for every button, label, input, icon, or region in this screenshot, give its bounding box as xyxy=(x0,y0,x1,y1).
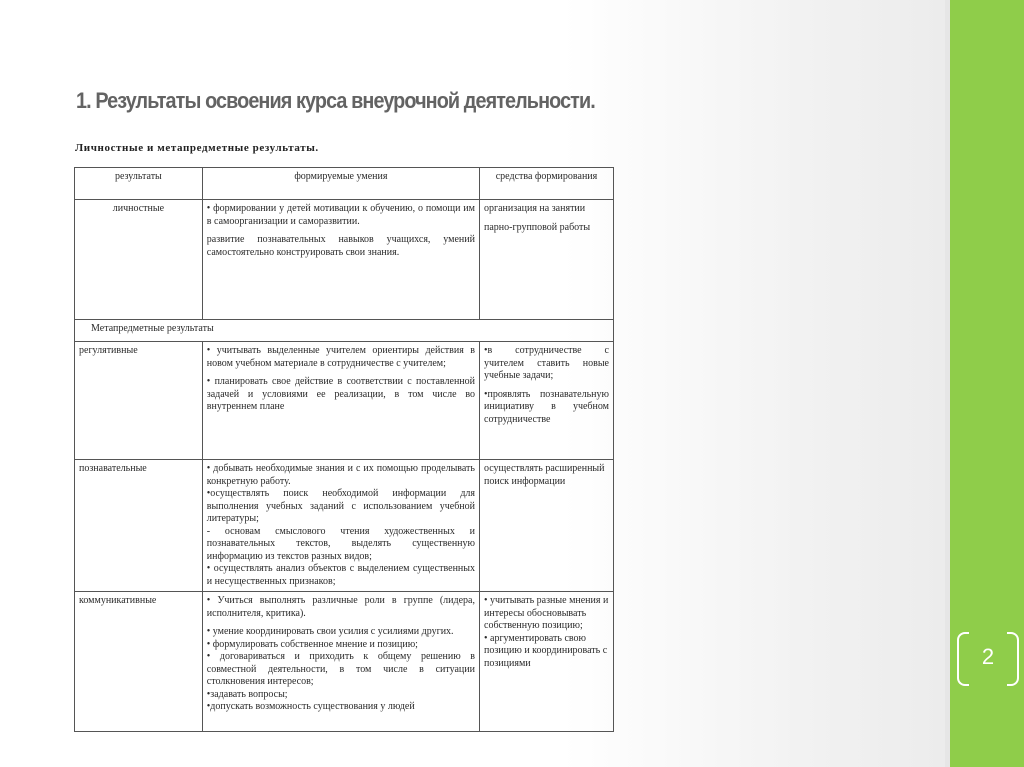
table-row-regulatory xyxy=(75,342,614,460)
results-table xyxy=(74,167,609,718)
skill-item: •допускать возможность существования у людей xyxy=(206,701,415,712)
means-item: •проявлять познавательную инициативу в учебном сотрудничестве xyxy=(484,388,609,425)
skill-item: • планировать свое действие в соответствии с поставленной задачей и условиями ее реализации, в том числе во внутреннем плане xyxy=(206,376,475,412)
table-row-communicative xyxy=(75,592,614,732)
page-number: 2 xyxy=(981,644,995,669)
table-row-personal xyxy=(75,200,614,320)
means-item: • учитывать разные мнения и интересы обосновывать собственную позицию; xyxy=(484,595,609,631)
means-item: осуществлять расширенный поиск информации xyxy=(484,463,605,487)
skill-item: - основам смыслового чтения художественных и познавательных текстов, выделять существенную информацию из текстов разных видов; xyxy=(206,525,475,562)
row-label: регулятивные xyxy=(75,342,203,460)
header-means: средства формирования xyxy=(480,168,614,200)
means-item: • аргументировать свою позицию и координировать с позициями xyxy=(484,632,608,669)
section-row xyxy=(75,320,614,342)
row-label: личностные xyxy=(75,200,203,320)
skill-item: • формулировать собственное мнение и позицию; xyxy=(206,638,418,650)
skill-item: • Учиться выполнять различные роли в группе (лидера, исполнителя, критика). xyxy=(206,595,475,619)
means-item: организация на занятии xyxy=(484,203,586,214)
skill-item: • умение координировать свои усилия с усилиями других. xyxy=(206,626,454,637)
skills-cell xyxy=(202,592,479,732)
means-item: парно-групповой работы xyxy=(484,221,591,233)
skills-cell xyxy=(202,460,479,592)
section-label: Метапредметные результаты xyxy=(75,320,614,342)
means-cell xyxy=(480,342,614,460)
means-cell xyxy=(480,200,614,320)
header-results: результаты xyxy=(75,168,203,200)
skill-item: •задавать вопросы; xyxy=(206,688,288,700)
table-caption: Личностные и метапредметные результаты. xyxy=(75,142,319,154)
skills-cell xyxy=(202,200,479,320)
skill-item: • учитывать выделенные учителем ориентиры действия в новом учебном материале в сотрудничестве с учителем; xyxy=(206,345,475,369)
means-cell xyxy=(480,592,614,732)
skill-item: •осуществлять поиск необходимой информации для выполнения учебных заданий с использованием учебной литературы; xyxy=(206,488,475,524)
row-label: коммуникативные xyxy=(75,592,203,732)
skills-cell xyxy=(202,342,479,460)
page-number-badge xyxy=(957,632,1019,682)
skill-item: • формировании у детей мотивации к обучению, о помощи им в самоорганизации и саморазвитии. xyxy=(206,203,475,227)
table-header-row xyxy=(75,168,614,200)
right-brace-icon xyxy=(1007,632,1019,686)
table-row-cognitive xyxy=(75,460,614,592)
skill-item: • осуществлять анализ объектов с выделением существенных и несущественных признаков; xyxy=(206,563,475,587)
left-brace-icon xyxy=(957,632,969,686)
skill-item: • договариваться и приходить к общему решению в совместной деятельности, в том числе в ситуации столкновения интересов; xyxy=(206,651,475,687)
means-item: •в сотрудничестве с учителем ставить новые учебные задачи; xyxy=(484,345,609,381)
header-skills: формируемые умения xyxy=(202,168,479,200)
skill-item: развитие познавательных навыков учащихся, умений самостоятельно конструировать свои знания. xyxy=(206,234,475,258)
slide-title: 1. Результаты освоения курса внеурочной деятельности. xyxy=(76,88,595,113)
means-cell xyxy=(480,460,614,592)
skill-item: • добывать необходимые знания и с их помощью проделывать конкретную работу. xyxy=(206,463,475,487)
row-label: познавательные xyxy=(75,460,203,592)
